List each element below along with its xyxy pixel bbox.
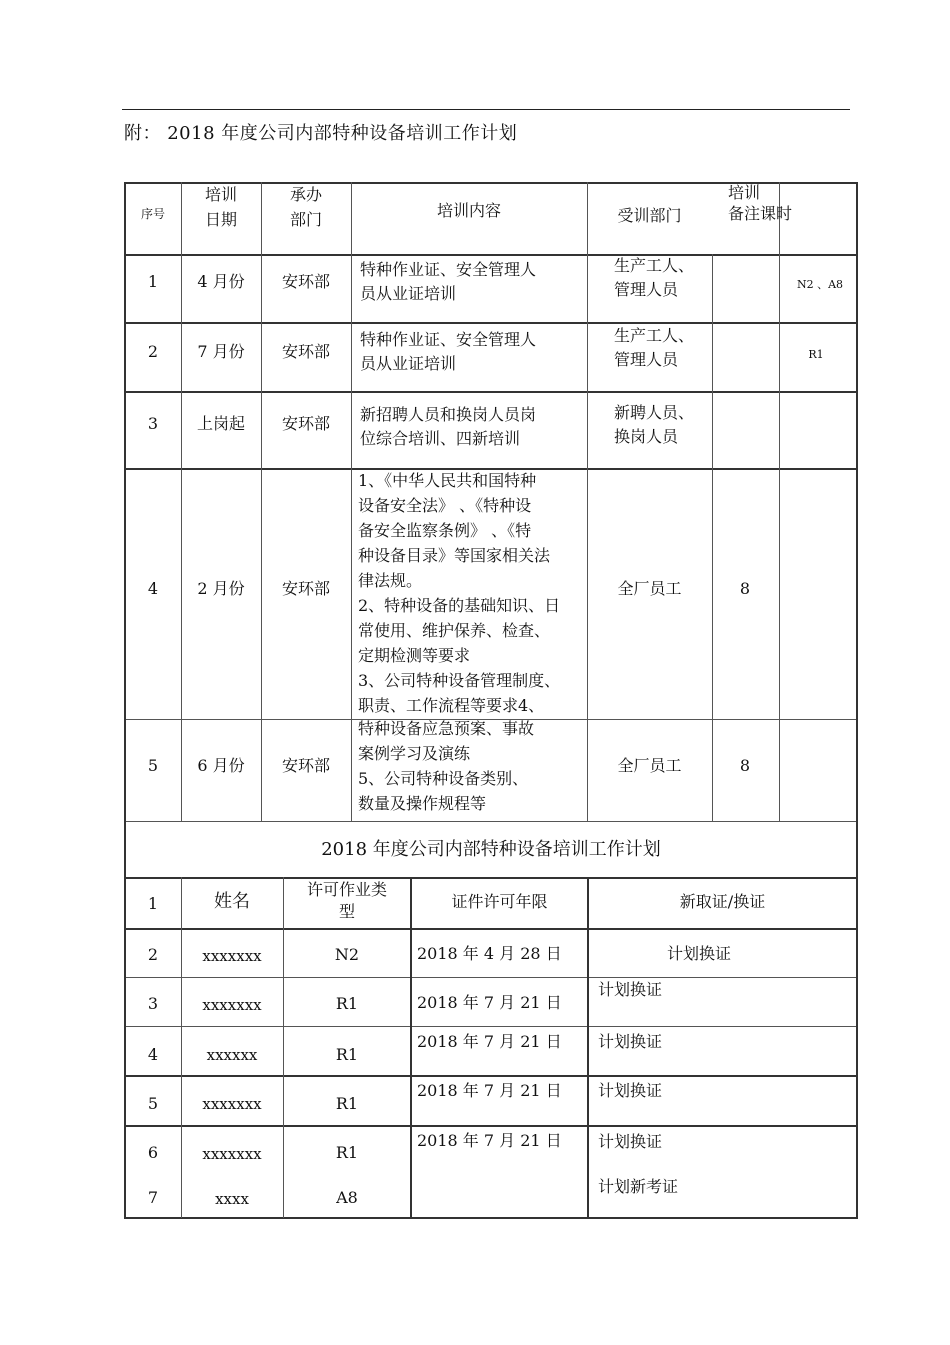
row5-dept: 安环部 [281,756,330,775]
cert-row-name: xxxx [215,1190,249,1208]
row1-trainees: 生产工人、 管理人员 [614,256,695,299]
cert-row-type: R1 [335,1045,359,1064]
row2-note: R1 [808,348,824,361]
row5-no: 5 [147,756,159,775]
header-date: 培训 日期 [204,185,237,229]
cert-header-no: 1 [147,894,159,913]
row4-dept: 安环部 [281,579,330,598]
row4-date: 2 月份 [197,579,245,598]
cert-row-type: A8 [336,1188,358,1207]
cert-row-name: xxxxxxx [202,1145,262,1163]
row1-date: 4 月份 [197,272,245,291]
row1-note: N2 、A8 [796,278,844,291]
row1-content: 特种作业证、安全管理人 员从业证培训 [360,260,537,303]
cert-row-no: 6 [147,1143,159,1162]
row2-no: 2 [147,342,159,361]
cert-row-type: R1 [335,1143,359,1162]
row1-no: 1 [147,272,159,291]
cert-row-period: 2018 年 4 月 28 日 [417,944,562,963]
cert-row-period: 2018 年 7 月 21 日 [417,1131,562,1150]
plan-document-table [124,182,858,1218]
row5-trainees: 全厂员工 [617,756,682,775]
row2-date: 7 月份 [197,342,245,361]
cert-row-action: 计划换证 [598,980,663,999]
cert-row-name: xxxxxxx [202,947,262,965]
cert-header-type: 许可作业类 型 [306,880,387,921]
header-rule [122,109,850,110]
page-title: 附： 2018 年度公司内部特种设备培训工作计划 [124,123,518,144]
row4-no: 4 [147,579,159,598]
header-content: 培训内容 [436,201,501,220]
cert-row-action: 计划换证 [666,944,731,963]
row2-trainees: 生产工人、 管理人员 [614,326,695,369]
cert-row-type: R1 [335,1094,359,1113]
cert-row-type: N2 [334,945,360,964]
cert-row-period: 2018 年 7 月 21 日 [417,993,562,1012]
row3-content: 新招聘人员和换岗人员岗 位综合培训、四新培训 [360,405,537,448]
cert-row-no: 3 [147,994,159,1013]
header-dept: 承办 部门 [289,185,322,229]
row4-hours: 8 [739,579,751,598]
cert-row-name: xxxxxxx [202,1095,262,1113]
cert-header-period: 证件许可年限 [451,892,548,911]
row3-no: 3 [147,414,159,433]
row4-trainees: 全厂员工 [617,579,682,598]
cert-row-no: 5 [147,1094,159,1113]
cert-header-name: 姓名 [214,891,250,912]
cert-row-no: 7 [147,1188,159,1207]
row3-date: 上岗起 [196,414,245,433]
row2-dept: 安环部 [281,342,330,361]
row5-content: 特种设备应急预案、事故 案例学习及演练 5、公司特种设备类别、 数量及操作规程等 [358,719,535,813]
header-trainees: 受训部门 [617,206,682,225]
cert-row-no: 4 [147,1045,159,1064]
row4-content: 1、《中华人民共和国特种 设备安全法》 、《特种设 备安全监察条例》 、《特 种设备目录》等国家相关法 律法规。 2、特种设备的基础知识、日 常使用、维护保养、检查、 定期检测等要求 3、公司特种设备管理制度、 职责、工作流程等要求4、 [358,471,561,715]
cert-row-name: xxxxxxx [202,996,262,1014]
row3-trainees: 新聘人员、 换岗人员 [614,403,695,446]
cert-row-action: 计划换证 [598,1132,663,1151]
cert-header-action: 新取证/换证 [679,892,766,911]
cert-row-action: 计划换证 [598,1032,663,1051]
cert-row-type: R1 [335,994,359,1013]
cert-table-title: 2018 年度公司内部特种设备培训工作计划 [321,839,661,860]
cert-row-name: xxxxxx [206,1046,258,1064]
header-hours-note: 培训 备注课时 [728,183,793,223]
cert-row-no: 2 [147,945,159,964]
row2-content: 特种作业证、安全管理人 员从业证培训 [360,330,537,373]
row3-dept: 安环部 [281,414,330,433]
cert-row-action: 计划换证 [598,1081,663,1100]
cert-row-action: 计划新考证 [598,1177,679,1196]
row1-dept: 安环部 [281,272,330,291]
header-no: 序号 [140,207,165,221]
row5-hours: 8 [739,756,751,775]
cert-row-period: 2018 年 7 月 21 日 [417,1032,562,1051]
cert-row-period: 2018 年 7 月 21 日 [417,1081,562,1100]
row5-date: 6 月份 [197,756,245,775]
